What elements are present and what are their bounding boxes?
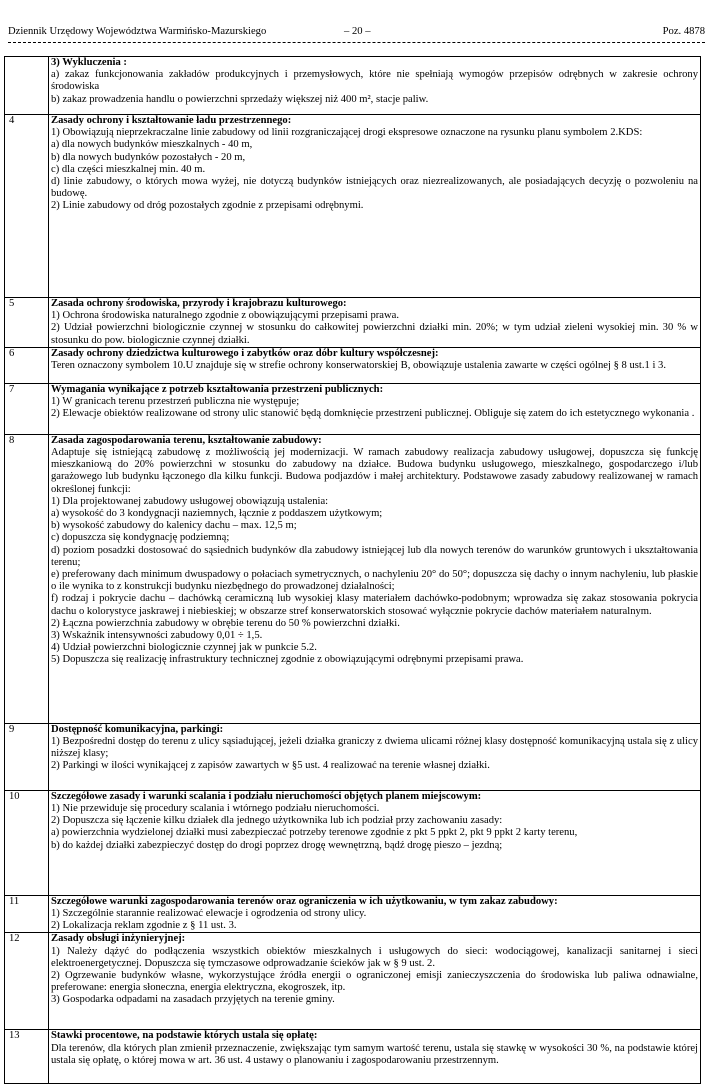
section-heading: Zasada zagospodarowania terenu, kształtowanie zabudowy: [51, 434, 322, 446]
section-heading: Szczegółowe warunki zagospodarowania terenów oraz ograniczenia w ich użytkowaniu, w tym zakaz zabudowy: [51, 895, 558, 907]
provision-text: Dla terenów, dla których plan zmienił przeznaczenie, zwiększając tym samym wartość terenu, ustala się stawkę w wysokości 30 %, na podstawie której ustala się opłatę, o której mowa w art. 36 ust. 4 ustawy o planowaniu i zagospodarowaniu przestrzennym. [51, 1042, 698, 1066]
row-content [49, 723, 701, 790]
provision-text: 1) Należy dążyć do podłączenia wszystkich obiektów mieszkalnych i usługowych do sieci: wodociągowej, kanalizacji sanitarnej i sieci elektroenergetycznej. Dopuszcza się tymczasowe odprowadzanie ścieków jak w § 9 ust. 2. [51, 945, 698, 969]
section-heading: Wymagania wynikające z potrzeb kształtowania przestrzeni publicznych: [51, 383, 384, 395]
provision-text: a) wysokość do 3 kondygnacji naziemnych, łącznie z poddaszem użytkowym; [51, 508, 383, 520]
section-heading: Stawki procentowe, na podstawie których ustala się opłatę: [51, 1030, 318, 1042]
table-row [5, 790, 701, 895]
row-number: 11 [5, 895, 49, 933]
table-row [5, 1030, 701, 1084]
row-number: 10 [5, 790, 49, 895]
row-content [49, 383, 701, 434]
provision-text: b) zakaz prowadzenia handlu o powierzchni sprzedaży większej niż 400 m², stacje paliw. [51, 93, 429, 105]
page-number: – 20 – [344, 26, 371, 37]
provision-text: 1) Bezpośredni dostęp do terenu z ulicy sąsiadującej, jeżeli działka graniczy z dwiema ulicami różnej klasy dostępność komunikacyjną ustala się z ulicy niższej klasy; [51, 736, 698, 760]
provision-text: 1) Obowiązują nieprzekraczalne linie zabudowy od linii rozgraniczającej drogi ekspresowe oznaczone na rysunku planu symbolem 2.KDS: [51, 127, 643, 139]
table-row [5, 434, 701, 723]
row-number: 4 [5, 115, 49, 298]
provision-text: b) do każdej działki zabezpieczyć dostęp do drogi poprzez drogę wewnętrzną, bądź drogę pieszo – jezdną; [51, 839, 503, 851]
provision-text: 2) Elewacje obiektów realizowane od strony ulic stanowić będą domknięcie przestrzeni publicznej. Obliguje się zatem do ich estetycznego wykonania . [51, 408, 695, 420]
table-row [5, 115, 701, 298]
table-row [5, 723, 701, 790]
table-row [5, 895, 701, 933]
provision-text: 4) Udział powierzchni biologicznie czynnej jak w punkcie 5.2. [51, 642, 317, 654]
row-content [49, 57, 701, 115]
section-heading: Zasada ochrony środowiska, przyrody i krajobrazu kulturowego: [51, 298, 347, 309]
row-content [49, 790, 701, 895]
provision-text: c) dla części mieszkalnej min. 40 m. [51, 163, 206, 175]
provision-text: e) preferowany dach minimum dwuspadowy o połaciach symetrycznych, o nachyleniu 20° do 50°; dopuszcza się dachy o innym nachyleniu, lub płaskie o ile wynika to z konstrukcji budynku niezbędnego do prowadzonej działalności; [51, 569, 698, 593]
provision-text: 2) Udział powierzchni biologicznie czynnej w stosunku do całkowitej powierzchni działki min. 20%; w tym udział zieleni wysokiej min. 30 % w stosunku do pow. biologicznie czynnej działki. [51, 322, 698, 346]
provision-text: 1) Szczególnie starannie realizować elewacje i ogrodzenia od strony ulicy. [51, 908, 367, 920]
row-number: 8 [5, 434, 49, 723]
provision-text: 3) Wykluczenia : [51, 57, 127, 68]
provision-text: 2) Parkingi w ilości wynikającej z zapisów zawartych w §5 ust. 4 realizować na terenie własnej działki. [51, 760, 490, 772]
section-heading: Zasady ochrony dziedzictwa kulturowego i zabytków oraz dóbr kultury współczesnej: [51, 347, 439, 359]
table-row [5, 383, 701, 434]
provision-text: 1) W granicach terenu przestrzeń publiczna nie występuje; [51, 396, 300, 408]
row-content [49, 434, 701, 723]
row-number [5, 57, 49, 115]
provision-text: d) linie zabudowy, o których mowa wyżej, nie dotyczą budynków istniejących oraz niezrealizowanych, ale posiadających decyzję o pozwoleniu na budowę. [51, 176, 698, 200]
provision-text: 2) Dopuszcza się łączenie kilku działek dla jednego użytkownika lub ich podział przy zachowaniu zasady: [51, 815, 503, 827]
regulations-table-body [5, 57, 701, 1084]
provision-text: 2) Ogrzewanie budynków własne, wykorzystujące źródła energii o ograniczonej emisji zanieczyszczenia do środowiska lub paliwa odnawialne, preferowane: energia słoneczna, energia elektryczna, ekogroszek, itp. [51, 970, 698, 994]
provision-text: f) rodzaj i pokrycie dachu – dachówką ceramiczną lub wysokiej klasy materiałem dachówko-podobnym; wprowadza się zakaz stosowania pokrycia dachu o kolorystyce jaskrawej i niebieskiej; w obszarze stref konserwatorskich stosować wyłącznie pokrycie dachów materiałem naturalnym. [51, 593, 698, 617]
row-content [49, 933, 701, 1030]
row-content [49, 895, 701, 933]
header-rule [8, 42, 705, 43]
table-row [5, 347, 701, 383]
regulations-table [4, 56, 701, 1084]
provision-text: a) zakaz funkcjonowania zakładów produkcyjnych i przemysłowych, które nie spełniają wymogów przepisów odrębnych w zakresie ochrony środowiska [51, 69, 698, 93]
provision-text: 5) Dopuszcza się realizację infrastruktury technicznej zgodnie z obowiązującymi odrębnymi przepisami prawa. [51, 654, 524, 666]
row-number: 7 [5, 383, 49, 434]
provision-text: d) poziom posadzki dostosować do sąsiednich budynków dla zabudowy istniejącej lub dla nowych terenów do warunków gruntowych i ukształtowania terenu; [51, 544, 698, 568]
table-row [5, 933, 701, 1030]
row-content [49, 115, 701, 298]
provision-text: 2) Linie zabudowy od dróg pozostałych zgodnie z przepisami odrębnymi. [51, 200, 364, 212]
provision-text: 1) Ochrona środowiska naturalnego zgodnie z obowiązującymi przepisami prawa. [51, 310, 400, 322]
provision-text: 1) Dla projektowanej zabudowy usługowej obowiązują ustalenia: [51, 495, 329, 507]
table-row [5, 57, 701, 115]
provision-text: a) dla nowych budynków mieszkalnych - 40 m, [51, 139, 253, 151]
page-header [8, 24, 705, 40]
row-number: 13 [5, 1030, 49, 1084]
provision-text: Adaptuje się istniejącą zabudowę z możliwością jej modernizacji. W ramach zabudowy realizacja zabudowy usługowej, dopuszcza się funkcję mieszkaniową do 20% powierzchni w stosunku do zabudowy na działce. Budowa budynku usługowego, mieszkalnego, gospodarczego i/lub garażowego lub budynku łączonego dla kilku funkcji. Budowa podjazdów i małej architektury. Podstawowe zasady zabudowy realizowanej w ramach określonej funkcji: [51, 447, 698, 495]
row-number: 12 [5, 933, 49, 1030]
row-number: 9 [5, 723, 49, 790]
provision-text: b) wysokość zabudowy do kalenicy dachu – max. 12,5 m; [51, 520, 297, 532]
row-content [49, 347, 701, 383]
section-heading: Dostępność komunikacyjna, parkingi: [51, 723, 224, 735]
table-row [5, 298, 701, 348]
row-content [49, 298, 701, 348]
provision-text: 3) Gospodarka odpadami na zasadach przyjętych na terenie gminy. [51, 994, 335, 1006]
position-number: Poz. 4878 [662, 26, 705, 37]
section-heading: Zasady ochrony i kształtowanie ładu przestrzennego: [51, 115, 292, 126]
provision-text: c) dopuszcza się kondygnację podziemną; [51, 532, 230, 544]
provision-text: 1) Nie przewiduje się procedury scalania i wtórnego podziału nieruchomości. [51, 803, 380, 815]
row-content [49, 1030, 701, 1084]
provision-text: 3) Wskaźnik intensywności zabudowy 0,01 ÷ 1,5. [51, 630, 263, 642]
section-heading: Szczegółowe zasady i warunki scalania i podziału nieruchomości objętych planem miejscowym: [51, 790, 482, 802]
provision-text: Teren oznaczony symbolem 10.U znajduje się w strefie ochrony konserwatorskiej B, obowiązuje ustalenia zawarte w części ogólnej § 8 ust.1 i 3. [51, 360, 666, 372]
provision-text: 2) Lokalizacja reklam zgodnie z § 11 ust. 3. [51, 920, 237, 932]
section-heading: Zasady obsługi inżynieryjnej: [51, 933, 186, 945]
provision-text: a) powierzchnia wydzielonej działki musi zabezpieczać potrzeby terenowe zgodnie z pkt 5 ppkt 2, pkt 9 ppkt 2 karty terenu, [51, 827, 578, 839]
provision-text: 2) Łączna powierzchnia zabudowy w obrębie terenu do 50 % powierzchni działki. [51, 617, 400, 629]
row-number: 5 [5, 298, 49, 348]
row-number: 6 [5, 347, 49, 383]
provision-text: b) dla nowych budynków pozostałych - 20 m, [51, 151, 246, 163]
journal-title: Dziennik Urzędowy Województwa Warmińsko-Mazurskiego [8, 26, 267, 37]
